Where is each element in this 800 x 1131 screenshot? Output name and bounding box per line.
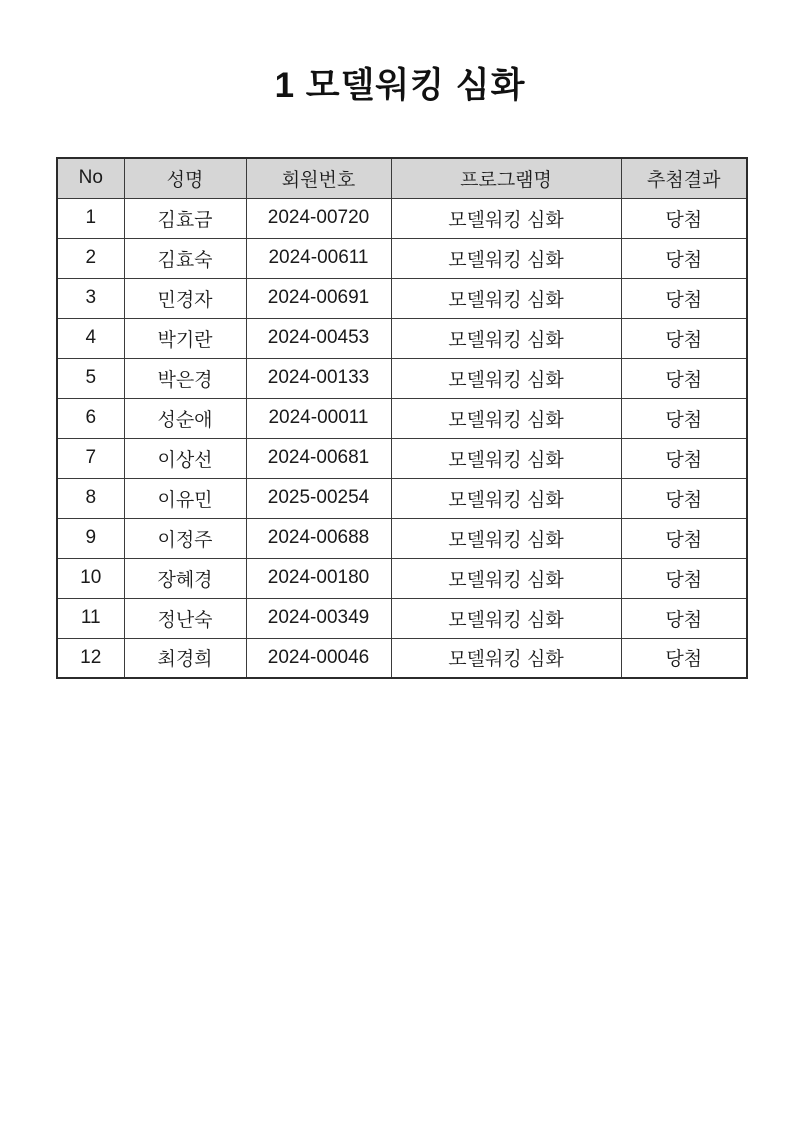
table-row — [57, 238, 747, 278]
cell-program: 모델워킹 심화 — [391, 438, 621, 478]
cell-name: 민경자 — [124, 278, 246, 318]
cell-no: 7 — [57, 438, 124, 478]
cell-member: 2024-00611 — [246, 238, 391, 278]
cell-result: 당첨 — [621, 198, 747, 238]
cell-name: 성순애 — [124, 398, 246, 438]
cell-name: 장혜경 — [124, 558, 246, 598]
cell-no: 9 — [57, 518, 124, 558]
header-cell-result: 추첨결과 — [621, 158, 747, 198]
cell-no: 10 — [57, 558, 124, 598]
cell-result: 당첨 — [621, 278, 747, 318]
cell-no: 5 — [57, 358, 124, 398]
cell-no: 6 — [57, 398, 124, 438]
cell-no: 3 — [57, 278, 124, 318]
cell-name: 이상선 — [124, 438, 246, 478]
header-cell-member: 회원번호 — [246, 158, 391, 198]
cell-result: 당첨 — [621, 318, 747, 358]
cell-result: 당첨 — [621, 518, 747, 558]
cell-name: 김효숙 — [124, 238, 246, 278]
cell-name: 정난숙 — [124, 598, 246, 638]
cell-program: 모델워킹 심화 — [391, 238, 621, 278]
cell-member: 2025-00254 — [246, 478, 391, 518]
cell-name: 이정주 — [124, 518, 246, 558]
cell-member: 2024-00681 — [246, 438, 391, 478]
cell-member: 2024-00453 — [246, 318, 391, 358]
cell-result: 당첨 — [621, 398, 747, 438]
cell-no: 8 — [57, 478, 124, 518]
cell-name: 박기란 — [124, 318, 246, 358]
cell-program: 모델워킹 심화 — [391, 278, 621, 318]
cell-name: 김효금 — [124, 198, 246, 238]
header-cell-no: No — [57, 158, 124, 198]
cell-member: 2024-00688 — [246, 518, 391, 558]
cell-no: 11 — [57, 598, 124, 638]
cell-program: 모델워킹 심화 — [391, 318, 621, 358]
table-row — [57, 598, 747, 638]
cell-member: 2024-00133 — [246, 358, 391, 398]
cell-result: 당첨 — [621, 638, 747, 678]
cell-member: 2024-00180 — [246, 558, 391, 598]
table-header-row — [57, 158, 747, 198]
cell-result: 당첨 — [621, 478, 747, 518]
cell-program: 모델워킹 심화 — [391, 558, 621, 598]
table-row — [57, 358, 747, 398]
cell-name: 이유민 — [124, 478, 246, 518]
cell-no: 1 — [57, 198, 124, 238]
cell-result: 당첨 — [621, 358, 747, 398]
cell-name: 최경희 — [124, 638, 246, 678]
cell-program: 모델워킹 심화 — [391, 598, 621, 638]
table-row — [57, 438, 747, 478]
table-body — [57, 198, 747, 678]
cell-result: 당첨 — [621, 598, 747, 638]
cell-member: 2024-00011 — [246, 398, 391, 438]
table-row — [57, 478, 747, 518]
cell-result: 당첨 — [621, 438, 747, 478]
header-cell-program: 프로그램명 — [391, 158, 621, 198]
cell-program: 모델워킹 심화 — [391, 478, 621, 518]
cell-program: 모델워킹 심화 — [391, 358, 621, 398]
table-row — [57, 398, 747, 438]
table-row — [57, 198, 747, 238]
cell-result: 당첨 — [621, 558, 747, 598]
table-header — [57, 158, 747, 198]
cell-program: 모델워킹 심화 — [391, 518, 621, 558]
cell-name: 박은경 — [124, 358, 246, 398]
page-title: 1 모델워킹 심화 — [274, 66, 526, 105]
cell-program: 모델워킹 심화 — [391, 198, 621, 238]
table-row — [57, 558, 747, 598]
cell-member: 2024-00046 — [246, 638, 391, 678]
table-row — [57, 318, 747, 358]
lottery-results-table — [56, 157, 748, 679]
cell-no: 12 — [57, 638, 124, 678]
cell-no: 2 — [57, 238, 124, 278]
cell-no: 4 — [57, 318, 124, 358]
table-row — [57, 518, 747, 558]
cell-member: 2024-00349 — [246, 598, 391, 638]
header-cell-name: 성명 — [124, 158, 246, 198]
table-row — [57, 278, 747, 318]
cell-member: 2024-00720 — [246, 198, 391, 238]
cell-program: 모델워킹 심화 — [391, 398, 621, 438]
cell-program: 모델워킹 심화 — [391, 638, 621, 678]
table-row — [57, 638, 747, 678]
cell-result: 당첨 — [621, 238, 747, 278]
cell-member: 2024-00691 — [246, 278, 391, 318]
